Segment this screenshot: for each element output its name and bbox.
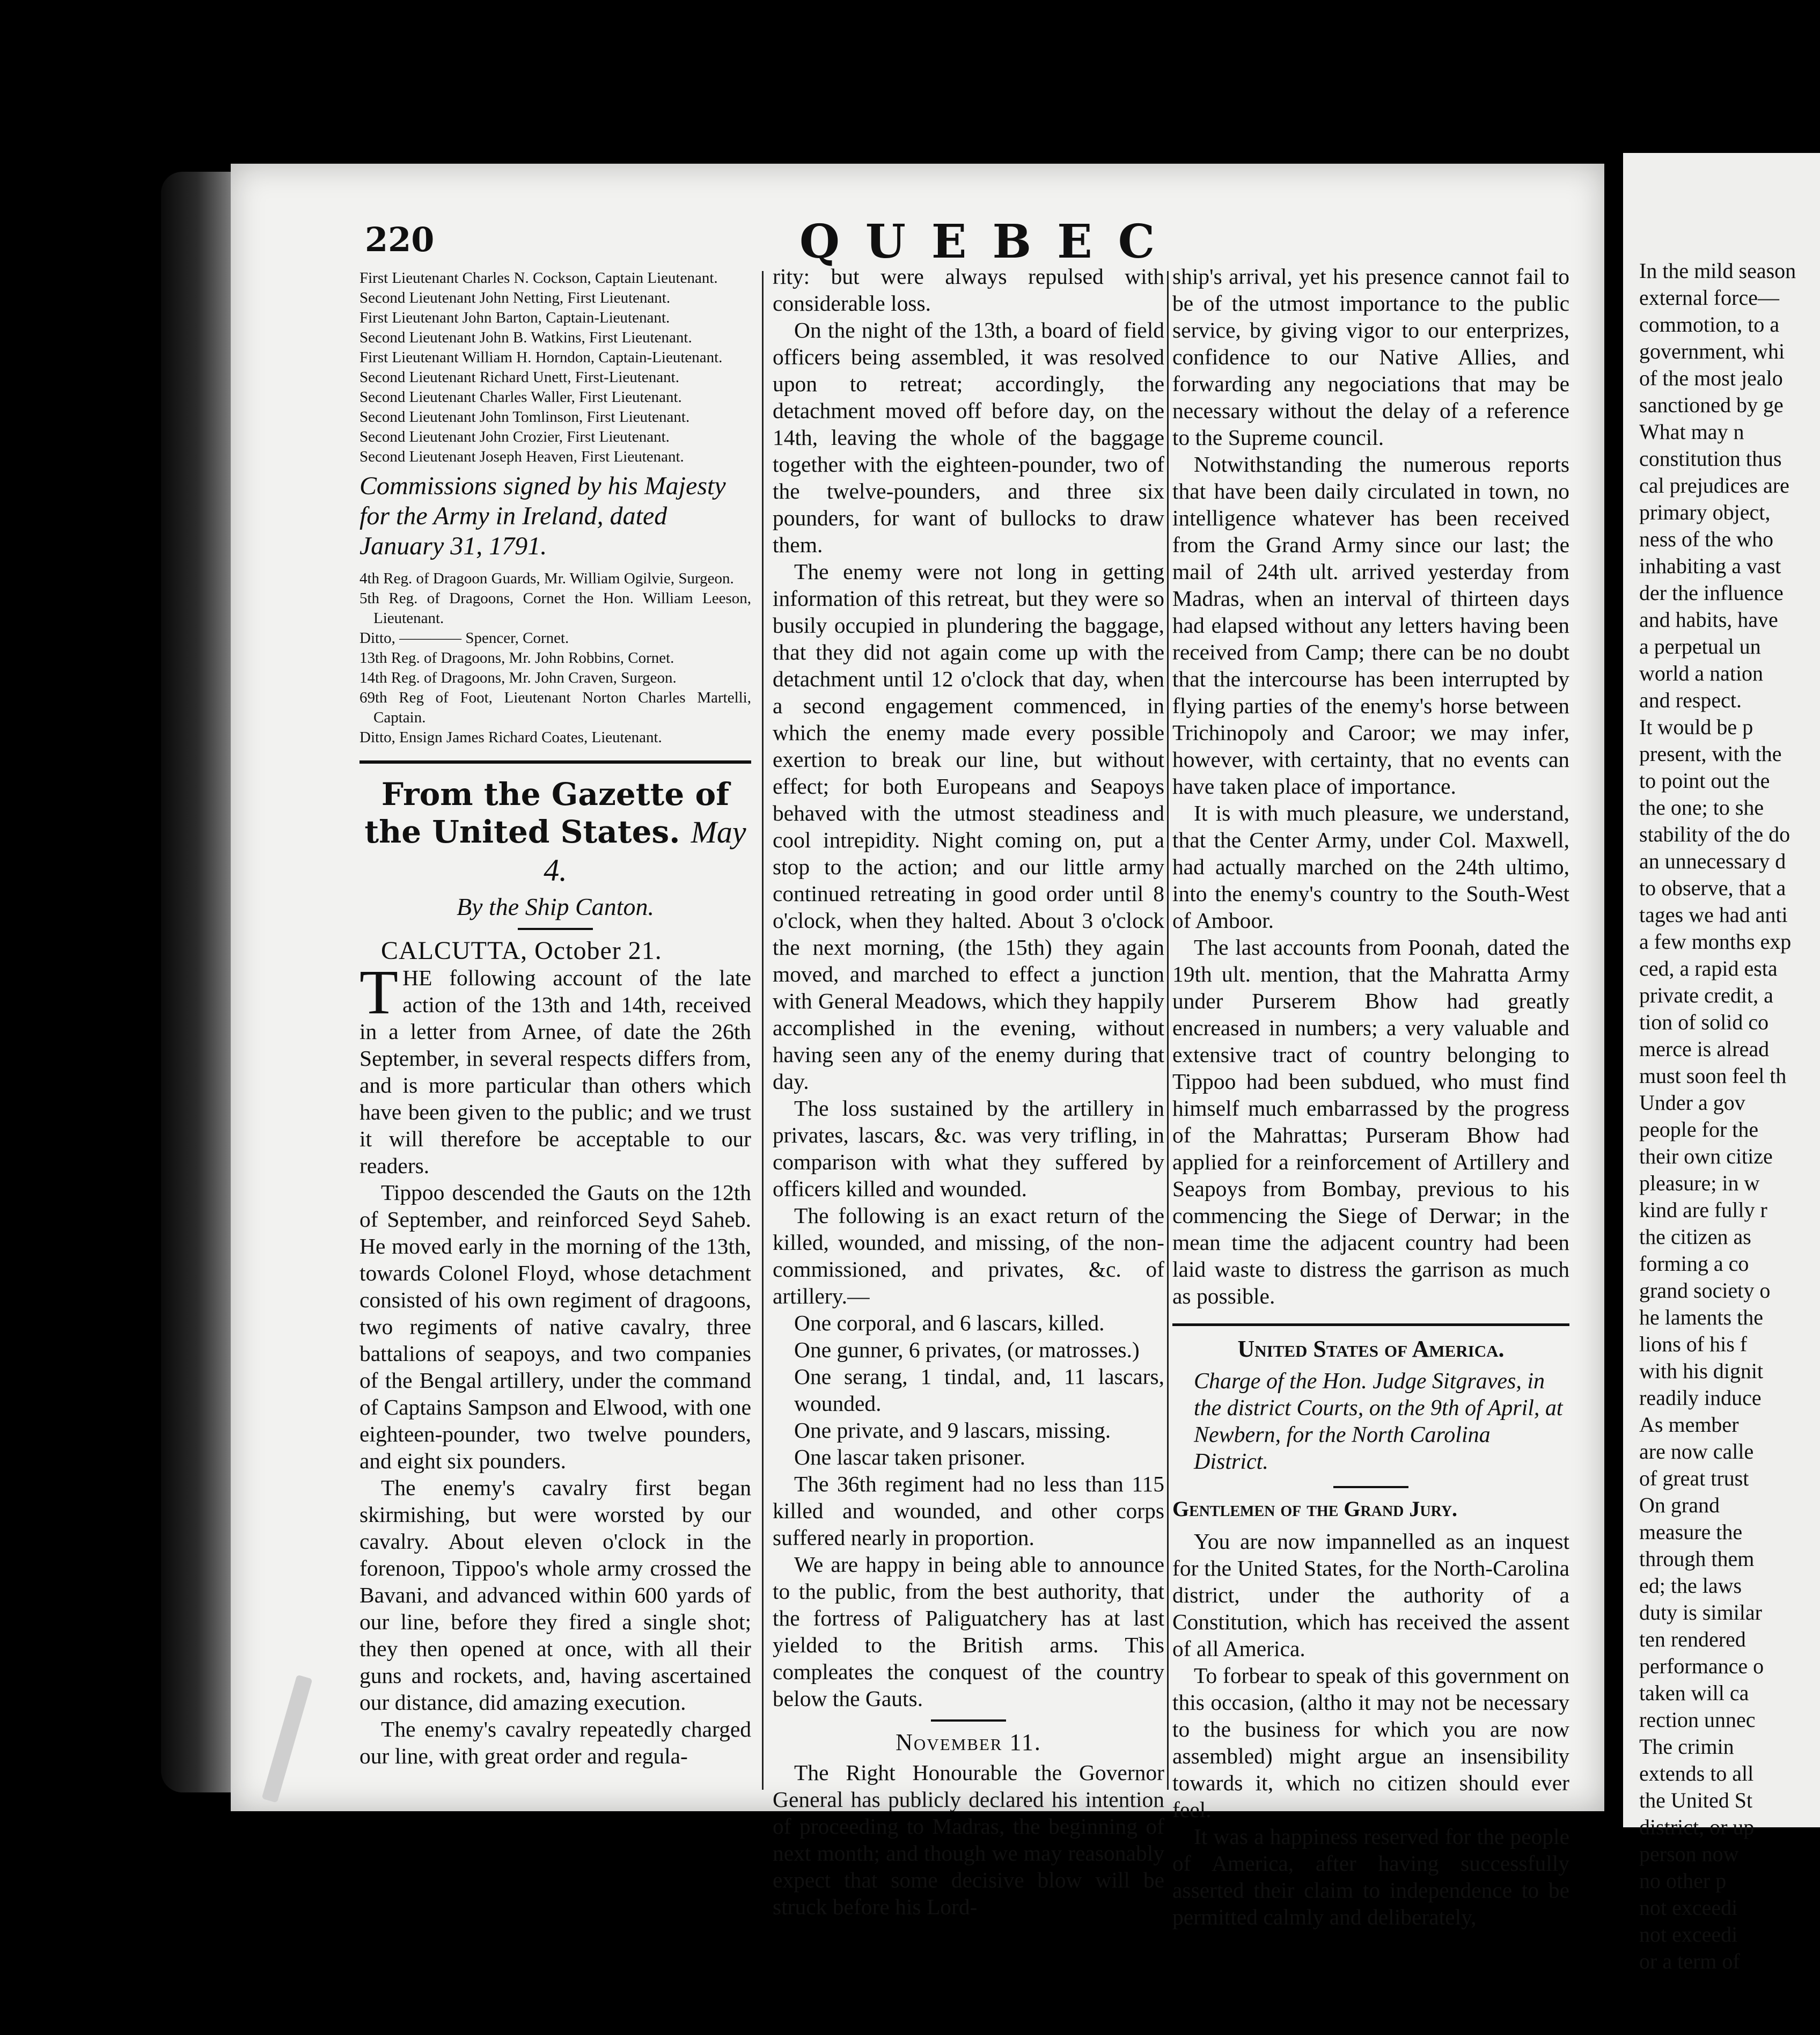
commission-line: Ditto, Ensign James Richard Coates, Lieutenant. — [359, 729, 662, 746]
facing-page-line: an unnecessary d — [1639, 849, 1786, 873]
facing-page-line: present, with the — [1639, 742, 1782, 766]
commissions-list — [359, 569, 751, 748]
facing-page-line: inhabiting a vast — [1639, 554, 1781, 578]
paragraph: The 36th regiment had no less than 115 killed and wounded, and other corps suffered nearly in proportion. — [773, 1472, 1164, 1550]
newspaper-title: QUEBEC — [799, 215, 1181, 269]
commission-line: 69th Reg of Foot, Lieutenant Norton Charles Martelli, Captain. — [359, 689, 751, 726]
commission-line: 4th Reg. of Dragoon Guards, Mr. William Ogilvie, Surgeon. — [359, 570, 734, 587]
paragraph — [359, 957, 751, 1179]
book-gutter — [161, 172, 241, 1792]
facing-page-line: forming a co — [1639, 1251, 1749, 1276]
appointment-line: First Lieutenant Charles N. Cockson, Captain Lieutenant. — [359, 269, 718, 287]
paragraph: We are happy in being able to announce to the public, from the best authority, that the fortress of Paliguatchery has at last yielded to the British arms. This compleates the conquest of the country below the Gauts. — [773, 1552, 1164, 1711]
facing-page-line: government, whi — [1639, 339, 1785, 363]
facing-page-line: tion of solid co — [1639, 1010, 1769, 1034]
facing-page-line: stability of the do — [1639, 822, 1790, 846]
facing-page-line: with his dignit — [1639, 1359, 1764, 1383]
facing-page-line: district, or up — [1639, 1815, 1755, 1839]
appointment-line: First Lieutenant John Barton, Captain-Lieutenant. — [359, 309, 670, 326]
drop-cap: T — [359, 957, 399, 1027]
facing-page-line: he laments the — [1639, 1305, 1764, 1329]
facing-page-line: primary object, — [1639, 500, 1771, 524]
return-line: One gunner, 6 privates, (or matrosses.) — [794, 1337, 1140, 1362]
section-date: May 4. — [544, 815, 746, 888]
appointments-list — [359, 268, 751, 467]
facing-page-line: person now — [1639, 1842, 1739, 1866]
commission-line: 14th Reg. of Dragoons, Mr. John Craven, Surgeon. — [359, 669, 677, 686]
paragraph: It is with much pleasure, we understand, that the Center Army, under Col. Maxwell, had actually marched on the 24th ultimo, into the enemy's country to the South-West of Amboor. — [1172, 801, 1569, 933]
page-number: 220 — [365, 220, 435, 259]
facing-page-line: rection unnec — [1639, 1708, 1756, 1732]
facing-page-text — [1639, 258, 1796, 1975]
facing-page-line: On grand — [1639, 1493, 1720, 1517]
by-ship-line: By the Ship Canton. — [457, 893, 654, 920]
facing-page-line: tages we had anti — [1639, 903, 1788, 927]
facing-page-line: not exceedi — [1639, 1895, 1738, 1920]
facing-page-line: performance o — [1639, 1654, 1764, 1678]
facing-page-line: In the mild season — [1639, 259, 1796, 283]
facing-page-line: through them — [1639, 1547, 1755, 1571]
facing-page-line: ced, a rapid esta — [1639, 956, 1778, 980]
appointment-line: Second Lieutenant John B. Watkins, First Lieutenant. — [359, 329, 692, 346]
facing-page-line: to observe, that a — [1639, 876, 1786, 900]
column-1 — [359, 268, 751, 1769]
facing-page-line: to point out the — [1639, 768, 1770, 793]
facing-page-line: measure the — [1639, 1520, 1743, 1544]
appointment-line: Second Lieutenant Charles Waller, First Lieutenant. — [359, 389, 682, 406]
salutation: Gentlemen of the Grand Jury. — [1172, 1497, 1458, 1521]
facing-page-line: kind are fully r — [1639, 1198, 1767, 1222]
newspaper-page — [231, 164, 1604, 1929]
return-line: One private, and 9 lascars, missing. — [794, 1418, 1111, 1443]
short-rule — [931, 1719, 1006, 1722]
facing-page-line: What may n — [1639, 420, 1744, 444]
paragraph: ship's arrival, yet his presence cannot fail to be of the utmost importance to the public service, by giving vigor to our enterprizes, confidence to our Native Allies, and forwarding any negociations that may be necessary without the delay of a reference to the Supreme council. — [1172, 264, 1569, 450]
appointment-line: First Lieutenant William H. Horndon, Captain-Lieutenant. — [359, 349, 723, 366]
paragraph: rity: but were always repulsed with considerable loss. — [773, 264, 1164, 316]
return-line: One serang, 1 tindal, and, 11 lascars, wounded. — [794, 1364, 1164, 1416]
appointment-line: Second Lieutenant John Crozier, First Lieutenant. — [359, 428, 670, 445]
section-title — [359, 775, 751, 889]
facing-page-line: As member — [1639, 1412, 1739, 1437]
appointment-line: Second Lieutenant Joseph Heaven, First Lieutenant. — [359, 448, 684, 465]
facing-page-line: of great trust — [1639, 1466, 1749, 1490]
return-line: One lascar taken prisoner. — [794, 1445, 1025, 1469]
paragraph: The loss sustained by the artillery in privates, lascars, &c. was very trifling, in comparison with what they suffered by officers killed and wounded. — [773, 1096, 1164, 1201]
facing-page-line: world a nation — [1639, 661, 1764, 685]
column-divider — [1167, 271, 1169, 1790]
paragraph-text: HE following account of the late action of the 13th and 14th, received in a letter from Arnee, of date the 26th September, in several respects differs from, and is more particular than others which have been given to the public; and we trust it will therefore be acceptable to our readers. — [359, 965, 751, 1178]
section-rule — [1172, 1323, 1569, 1326]
casualty-return-list — [773, 1309, 1164, 1470]
facing-page-line: constitution thus — [1639, 446, 1782, 471]
paragraph: The Right Honourable the Governor General has publicly declared his intention of proceeding to Madras, the beginning of next month; and though we may reasonably expect that some decisive blow will be struck before his Lord- — [773, 1760, 1164, 1919]
facing-page-line: not exceedi — [1639, 1922, 1738, 1946]
paragraph: The enemy were not long in getting information of this retreat, but they were so busily occupied in plundering the baggage, that they did not again come up with the detachment until 12 o'clock that day, when a second engagement commenced, in which the enemy made every possible exertion to break our line, but without effect; for both Europeans and Seapoys behaved with the utmost steadiness and cool intrepidity. Night coming on, put a stop to the action; and our little army continued retreating in good order until 8 o'clock, when they halted. About 3 o'clock the next morning, (the 15th) they again moved, and marched to effect a junction with General Meadows, which they happily accomplished in the evening, without having seen any of the enemy during that day. — [773, 559, 1164, 1094]
short-rule — [1333, 1486, 1408, 1488]
column-3 — [1172, 263, 1569, 1930]
paragraph: On the night of the 13th, a board of field officers being assembled, it was resolved upon to retreat; accordingly, the detachment moved off before day, on the 14th, leaving the whole of the baggage together with the eighteen-pounder, two of the twelve-pounders, and three six pounders, for want of bullocks to draw them. — [773, 318, 1164, 557]
facing-page-line: people for the — [1639, 1117, 1759, 1141]
charge-heading: Charge of the Hon. Judge Sitgraves, in the district Courts, on the 9th of April, at Newbern, for the North Carolina District. — [1194, 1369, 1563, 1474]
facing-page-line: taken will ca — [1639, 1681, 1749, 1705]
facing-page-line: ness of the who — [1639, 527, 1773, 551]
facing-page-line: their own citize — [1639, 1144, 1773, 1168]
column-divider — [762, 271, 764, 1790]
facing-page-line: the citizen as — [1639, 1225, 1751, 1249]
facing-page-line: cal prejudices are — [1639, 473, 1789, 497]
facing-page-line: grand society o — [1639, 1278, 1771, 1302]
dateline: CALCUTTA, October 21. — [381, 936, 662, 965]
facing-page-line: duty is similar — [1639, 1600, 1762, 1624]
facing-page-line: no other p — [1639, 1869, 1727, 1893]
facing-page-line: must soon feel th — [1639, 1064, 1787, 1088]
facing-page-line: Under a gov — [1639, 1090, 1745, 1115]
paragraph: The last accounts from Poonah, dated the 19th ult. mention, that the Mahratta Army under Purserem Bhow had greatly encreased in numbers; a very valuable and extensive tract of country belonging to Tippoo had been subdued, who must find himself much embarrassed by the progress of the Mahrattas; Purseram Bhow had applied for a reinforcement of Artillery and Seapoys from Bombay, previous to his commencing the Siege of Derwar; in the mean time the adjacent country had been laid waste to distress the garrison as much as possible. — [1172, 935, 1569, 1308]
facing-page-line: extends to all — [1639, 1761, 1754, 1785]
commission-line: Ditto, ———— Spencer, Cornet. — [359, 629, 569, 647]
usa-heading: United States of America. — [1237, 1336, 1505, 1362]
facing-page-line: and respect. — [1639, 688, 1742, 712]
facing-page-line: The crimin — [1639, 1734, 1734, 1759]
facing-page-line: a perpetual un — [1639, 634, 1761, 658]
facing-page-line: external force— — [1639, 286, 1779, 310]
appointment-line: Second Lieutenant John Tomlinson, First Lieutenant. — [359, 408, 690, 426]
paragraph: You are now impannelled as an inquest for the United States, for the North-Carolina district, under the authority of a Constitution, which has received the assent of all America. — [1172, 1529, 1569, 1661]
commission-line: 5th Reg. of Dragoons, Cornet the Hon. William Leeson, Lieutenant. — [359, 590, 751, 627]
short-rule — [518, 928, 593, 930]
paragraph: The enemy's cavalry repeatedly charged our line, with great order and regula- — [359, 1717, 751, 1768]
facing-page-line: the United St — [1639, 1788, 1753, 1812]
commissions-heading: Commissions signed by his Majesty for the Army in Ireland, dated January 31, 1791. — [359, 472, 726, 560]
paragraph: Tippoo descended the Gauts on the 12th of September, and reinforced Seyd Saheb. He moved early in the morning of the 13th, towards Colonel Floyd, whose detachment consisted of his own regiment of dragoons, two regiments of native cavalry, three battalions of seapoys, and two companies of the Bengal artillery, under the command of Captains Sampson and Elwood, with one eighteen-pounder, two twelve pounders, and eight six pounders. — [359, 1180, 751, 1473]
column-2 — [773, 263, 1164, 1920]
facing-page-line: pleasure; in w — [1639, 1171, 1760, 1195]
paragraph: Notwithstanding the numerous reports that have been daily circulated in town, no intelligence whatever has been received from the Grand Army since our last; the mail of 24th ult. arrived yesterday from Madras, when an interval of thirteen days had elapsed without any letters having been received from Camp; there can be no doubt that the intercourse has been interrupted by flying parties of the enemy's horse between Trichinopoly and Caroor; we may infer, however, with certainty, that no events can have taken place of importance. — [1172, 452, 1569, 799]
facing-page-line: It would be p — [1639, 715, 1753, 739]
facing-page — [1623, 153, 1820, 1973]
facing-page-line: a few months exp — [1639, 929, 1792, 954]
commission-line: 13th Reg. of Dragoons, Mr. John Robbins, Cornet. — [359, 649, 674, 667]
paragraph: The following is an exact return of the killed, wounded, and missing, of the non-commissioned, and privates, &c. of artillery.— — [773, 1203, 1164, 1308]
facing-page-line: are now calle — [1639, 1439, 1754, 1463]
facing-page-line: private credit, a — [1639, 983, 1773, 1007]
facing-page-line: and habits, have — [1639, 607, 1778, 632]
paragraph: To forbear to speak of this government on this occasion, (altho it may not be necessary to the business for which you are now assembled) might argue an insensibility towards it, which no citizen should ever feel. — [1172, 1663, 1569, 1822]
appointment-line: Second Lieutenant Richard Unett, First-Lieutenant. — [359, 369, 679, 386]
facing-page-line: readily induce — [1639, 1386, 1762, 1410]
section-rule — [359, 760, 751, 764]
facing-page-line: commotion, to a — [1639, 312, 1780, 336]
facing-page-line: der the influence — [1639, 581, 1784, 605]
facing-page-line: merce is alread — [1639, 1037, 1770, 1061]
appointment-line: Second Lieutenant John Netting, First Lieutenant. — [359, 289, 671, 306]
facing-page-line: ed; the laws — [1639, 1573, 1742, 1598]
facing-page-line: the one; to she — [1639, 795, 1764, 819]
facing-page-line: ten rendered — [1639, 1627, 1746, 1651]
november-heading: November 11. — [896, 1729, 1041, 1755]
facing-page-line: lions of his f — [1639, 1332, 1748, 1356]
facing-page-line: or a term of — [1639, 1949, 1740, 1973]
section-title-text: From the Gazette of the United States. — [364, 776, 730, 850]
facing-page-line: of the most jealo — [1639, 366, 1783, 390]
return-line: One corporal, and 6 lascars, killed. — [794, 1311, 1105, 1335]
paragraph: The enemy's cavalry first began skirmishing, but were worsted by our cavalry. About eleven o'clock in the forenoon, Tippoo's whole army crossed the Bavani, and advanced within 600 yards of our line, before they fired a single shot; they then opened at once, with all their guns and rockets, and, having ascertained our distance, did amazing execution. — [359, 1475, 751, 1715]
paragraph: It was a happiness reserved for the people of America, after having successfully asserted their claim to independence to be permitted calmly and deliberately, — [1172, 1824, 1569, 1929]
facing-page-line: sanctioned by ge — [1639, 393, 1784, 417]
